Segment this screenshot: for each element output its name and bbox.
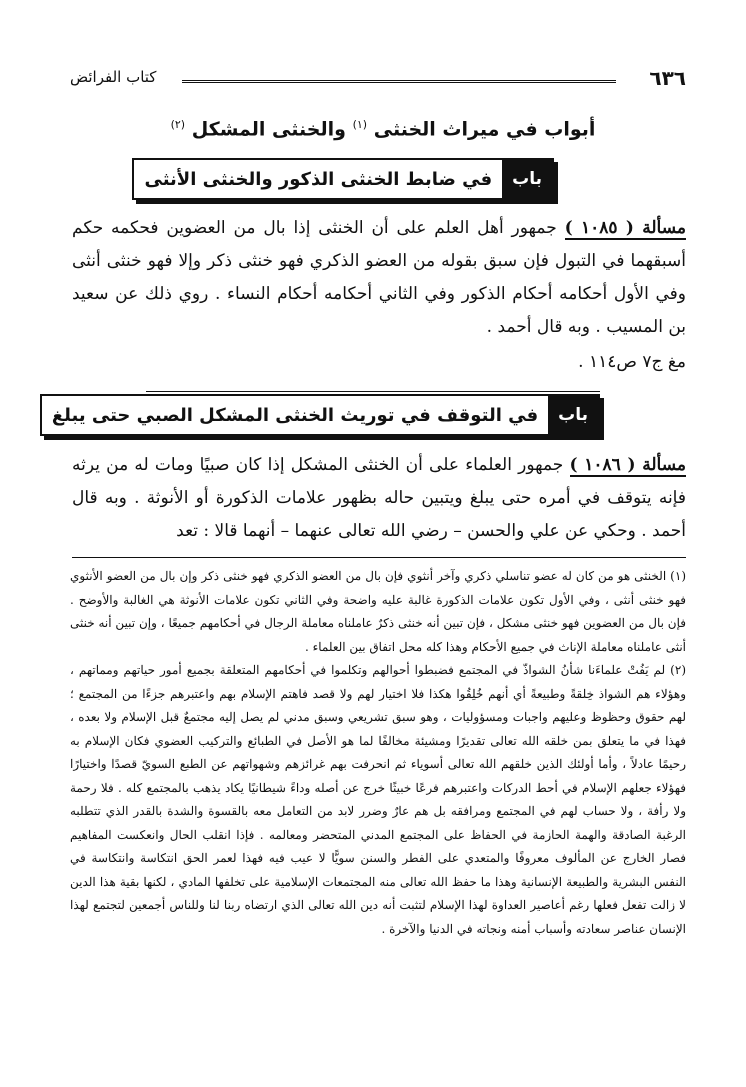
footnote-ref-2[interactable]: (٢) (170, 118, 186, 131)
bab-rule-1 (192, 158, 554, 159)
footnote-ref-1[interactable]: (١) (352, 118, 368, 131)
header-rule (182, 80, 616, 85)
footnotes (70, 565, 686, 941)
footnote-divider (72, 557, 686, 558)
running-header (70, 66, 686, 96)
masala-paragraph-2 (72, 449, 686, 548)
bab-heading-1 (132, 158, 554, 200)
reference-1: مغ ج٧ ص١١٤ . (578, 352, 686, 372)
chapter-title-middle: والخنثى المشكل (191, 118, 346, 141)
masala-label-2: مسألة ( ١٠٨٦ ) (569, 455, 687, 475)
masala-label-1: مسألة ( ١٠٨٥ ) (564, 218, 686, 238)
bab-title-1: في ضابط الخنثى الذكور والخنثى الأنثى (144, 168, 493, 190)
bab-title-2: في التوقف في توريث الخنثى المشكل الصبي حتى يبلغ (51, 404, 539, 426)
masala-paragraph-1 (72, 212, 686, 344)
chapter-title-main: أبواب في ميراث الخنثى (373, 118, 596, 141)
masala-text-2: جمهور العلماء على أن الخنثى المشكل إذا كان صبيًا ومات له من يرثه فإنه يتوقف في أمره حتى يبلغ ويتبين حاله بظهور علامات الذكورة أو الأنوثة . وبه قال أحمد . وحكي عن علي والحسن – رضي الله تعالى عنهما – أنهما قالا : تعد (72, 455, 686, 541)
bab-label-2: باب (548, 396, 598, 434)
book-title: كتاب الفرائض (70, 68, 157, 86)
footnote-2: (٢) لم يَفُتْ علماءَنا شأنُ الشواذّ في المجتمع فضبطوا أحوالهم وتكلموا في أحكامهم المتعلقة بجميع أمور حياتهم ومماتهم ، وهؤلاء هم الشواذ خِلقةً وطبيعةً أي أنهم خُلِقُوا هكذا فلا اختيار لهم ولا قصد فاهتم الإسلام بهم واعتبرهم جزءًا من المجتمع ؛ لهم حقوق وحظوظ وعليهم واجبات ومسؤوليات ، وهو سبق تشريعي وسبق مدني لم يصل إليه مجتمعٌ قبل الإسلام ولا بعده ، فهذا في ما يتعلق بمن خلقه الله تعالى تقديرًا ومشيئة مخالفًا لما هو الأصل في الطبائع والتركيب العضوي فكان الإسلام به رحيمًا عادلاً ، وأما أولئك الذين خلقهم الله تعالى أسوياء ثم انحرفت بهم غرائزهم وشهواتهم عن الطبع السويّ قصدًا واختيارًا فهؤلاء جعلهم الإسلام في أحط الدركات واعتبرهم فرعًا خبيثًا خرج عن أصله وداءً شيطانيًا يكاد يذهب بالمجتمع كله . فلا رحمة ولا رأفة ، ولا حساب لهم في المجتمع ومرافقه بل هم عارٌ وضرر لابد من التعامل معه بالقسوة والشدة بالقدر الذي تتطلبه الرغبة الصادقة والهمة الحازمة في الحفاظ على المجتمع المدني المتحضر ومعالمه . فإذا انقلب الحال وانعكست المفاهيم فصار الخارج عن المألوف معروفًا والمتعدي على الفطر والسنن سويًّا لا عيب فيه فهذا لعمر الحق انتكاسة وانتكاسة في النفس البشرية والطبيعة الإنسانية وهذا ما حفظ الله تعالى منه المجتمعات الإسلامية على تخلفها المادي ، لكنها بقية هذا الدين لا زالت تفعل فعلها رغم أعاصير العداوة لهذا الإسلام لتثبت أنه دين الله تعالى الذي ارتضاه ربنا لنا وللناس أجمعين لتجتمع لهذا الإنسان عناصر سعادته وأسباب أمنه ونجاته في الدنيا والآخرة . (70, 663, 686, 936)
chapter-title (80, 118, 686, 140)
footnote-1: (١) الخنثى هو من كان له عضو تناسلي ذكري وآخر أنثوي فإن بال من العضو الذكري فهو خنثى ذكر وإن بال من العضو الأنثوي فهو خنثى أنثى ، وفي الأول تكون علامات الذكورة غالبة عليه واضحة وفي الثاني تكون علامات الأنوثة هي الغالبة والأوضح . فإن بال من العضوين فهو خنثى مشكل ، فإن تبين أنه خنثى ذكرٌ عاملناه معاملة الرجال في أحكامهم جميعًا ، وإن تبين أنه خنثى أنثى عاملناه معاملة الإناث في جميع الأحكام وهذا كله محل اتفاق بين العلماء . (70, 569, 686, 654)
bab-heading-2 (40, 394, 600, 436)
masala-text-1: جمهور أهل العلم على أن الخنثى إذا بال من العضوين فحكمه حكم أسبقهما في التبول فإن سبق بقوله من العضو الذكري فهو خنثى ذكر وإلا فهو خنثى أنثى وفي الأول أحكامه أحكام الذكور وفي الثاني أحكامه أحكام النساء . روي ذلك عن سعيد بن المسيب . وبه قال أحمد . (72, 218, 686, 337)
bab-rule-2 (146, 391, 600, 392)
bab-label-1: باب (502, 160, 552, 198)
page-number: ٦٣٦ (649, 66, 686, 90)
